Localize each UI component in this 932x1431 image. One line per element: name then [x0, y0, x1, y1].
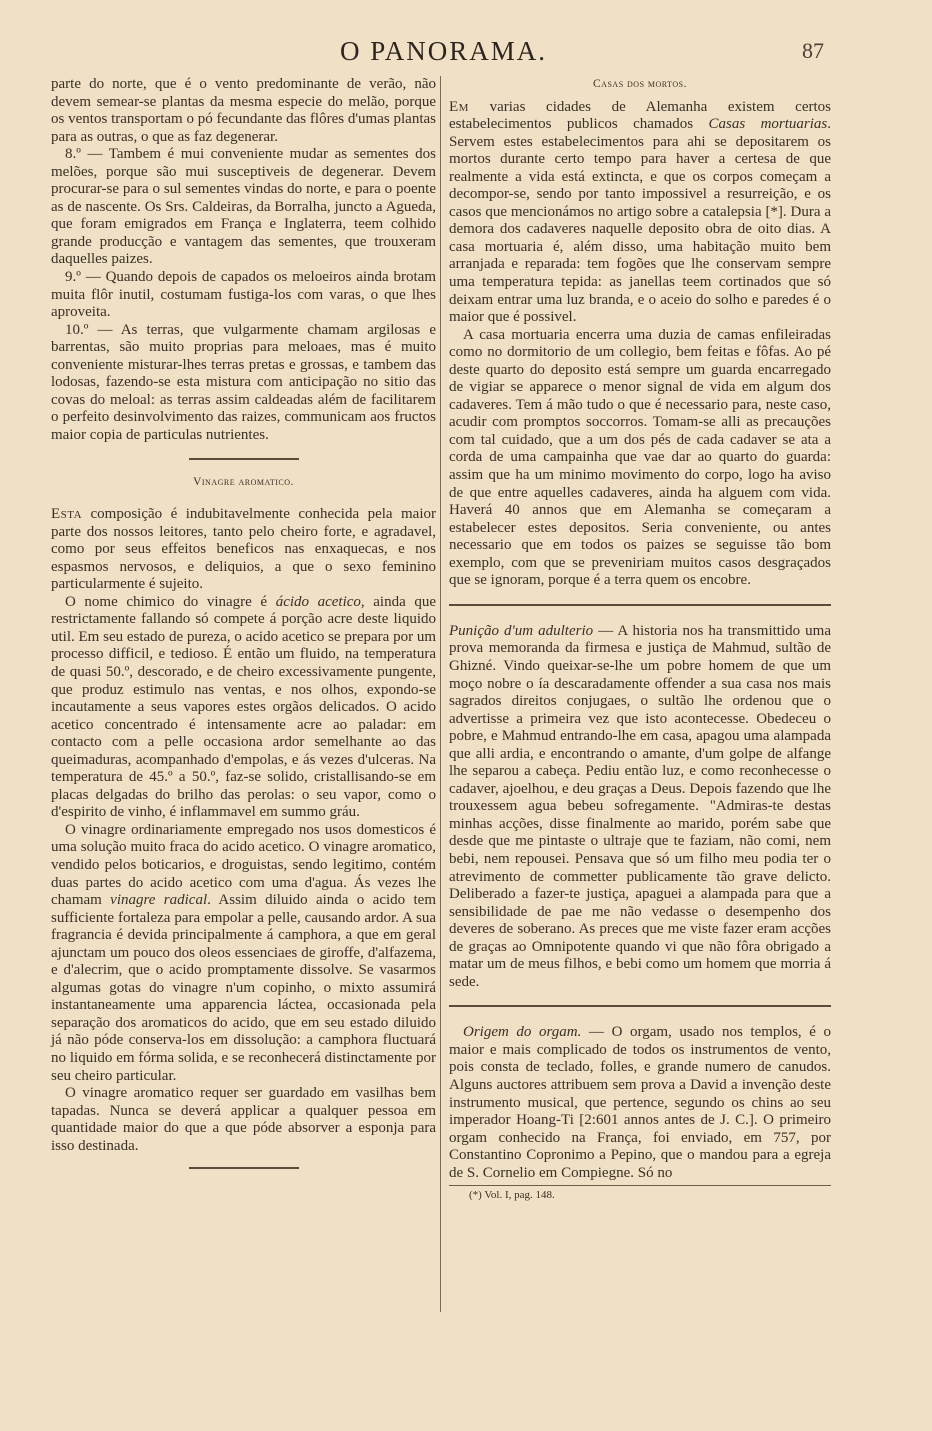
melon-paragraph-9: 9.º — Quando depois de capados os meloeiros ainda brotam muita flôr inutil, costumam fustiga-los com varas, o que lhes aproveita. [51, 269, 436, 321]
casas-p1-text-a: varias cidades de Alemanha existem certos estabelecimentos publicos chamados [449, 98, 831, 133]
origem-paragraph [449, 1024, 831, 1182]
punicao-text: — A historia nos ha transmittido uma prova memoranda da firmesa e justiça de Mahmud, sultão de Ghizné. Vindo queixar-se-lhe um pobre homem de que um moço nobre o ía descaradamente offender a sua casa nos mais sagrados direitos conjugaes, o sultão lhe ordenou que o advertisse a primeira vez que isto acontecesse. Obedeceu o pobre, e Mahmud entrando-lhe em casa, apagou uma alampada que alli ardia, e encontrando o amante, d'um golpe de alfange lhe separou a cabeça. Pediu então luz, e como reconhecesse o cadaver, ajoelhou, e deu graças a Deus. Depois fazendo que lhe trouxessem agua bebeu sofregamente. "Admiras-te destas minhas acções, disse finalmente ao marido, porém sabe que desde que me pintaste o ultraje que te faziam, não comi, nem bebi, nem repousei. Pensava que só um filho meu podia ter o atrevimento de commetter publicamente tão grave delicto. Deliberado a fazer-te justiça, apaguei a alampada para que a sensibilidade de pae me não vedasse o desempenho dos deveres de soberano. As preces que me viste fazer eram acções de graças ao Omnipotente quando vi que não fôra obrigado a matar um de meus filhos, e bebi como um homem que morria á sede. [449, 622, 831, 990]
melon-paragraph-10: 10.º — As terras, que vulgarmente chamam argilosas e barrentas, são muito proprias para meloaes, mas é muito conveniente misturar-lhes terras pretas e grossas, e tambem das lodosas, fazendo-se esta mistura com anticipação no sitio das covas do meloal: as terras assim caldeadas além de facilitarem o perfeito desinvolvimento das raizes, communicam aos fructos maior copia de particulas nutrientes. [51, 321, 436, 443]
page-number: 87 [802, 38, 824, 63]
melon-paragraph-continued: parte do norte, que é o vento predominante de verão, não devem semear-se plantas da mesma especie do melão, porque os ventos transportam o pó fecundante das flôres d'umas plantas para as outras, o que as faz degenerar. [51, 76, 436, 145]
vinagre-p2-text-a: O nome chimico do vinagre é [65, 593, 276, 610]
vinagre-paragraph-3 [51, 822, 436, 1085]
footnote: (*) Vol. I, pag. 148. [469, 1189, 555, 1202]
footnote-rule [449, 1185, 831, 1186]
vinagre-heading: Vinagre aromatico. [193, 476, 294, 489]
vinagre-p3-text-b: . Assim diluido ainda o acido tem sufficiente fortaleza para empolar a pelle, causando ardor. A sua fragrancia é devida principalmente á camphora, a que em geral ajunctam um pouco dos oleos essenciaes de giroffe, d'alfazema, e d'alecrim, que o acido promptamente dissolve. Se vasarmos algumas gotas do vinagre n'um copinho, o mixto assumirá instantaneamente uma apparencia láctea, occasionada pela separação dos aromaticos do acido, que em seu estado diluido já não póde conserva-los em dissolução: a camphora fluctuará no liquido em fórma solida, e se reconhecerá distinctamente por seu cheiro particular. [51, 892, 436, 1084]
origem-text: — O orgam, usado nos templos, é o maior e mais complicado de todos os instrumentos de vento, pois consta de teclado, folles, e grande numero de canudos. Alguns auctores attribuem sem prova a David a invenção deste instrumento musical, que pertence, segundo os chins ao seu imperador Hoang-Ti [2:601 annos antes de J. C.]. O primeiro orgam conhecido na França, foi enviado, em 757, por Constantino Copronimo a Pepino, que o mandou para a egreja de S. Cornelio em Compiegne. Só no [449, 1024, 831, 1181]
casas-paragraph-2: A casa mortuaria encerra uma duzia de camas enfileiradas como no dormitorio de um collegio, bem feitas e fôfas. Ao pé deste quarto do deposito está sempre um guarda encarregado de vigiar se apparece o menor signal de vida em algum dos cadaveres. Tem á mão tudo o que é necessario para, neste caso, acudir com promptos soccorros. Tomam-se alli as precauções com tal cuidado, que a um dos pés de cada cadaver se ata a corda de uma campainha que vae dar ao quarto do guarda: assim que ha um minimo movimento do corpo, logo ha aviso de que entre aquelles cadaveres, ainda ha alguem com vida. Haverá 40 annos que em Alemanha se começaram a estabelecer estes depositos. Seria conveniente, ou antes necessario que em todos os paizes se seguisse tão bom exemplo, com que se preveniriam muitos casos desgraçados que se ignoram, porque é a terra quem os encobre. [449, 326, 831, 589]
vinagre-p3-text-a: O vinagre ordinariamente empregado nos usos domesticos é uma solução muito fraca do acido acetico. O vinagre aromatico, vendido pelos boticarios, e droguistas, sendo legitimo, contém duas partes do acido acetico com uma d'agua. Ás vezes lhe chamam [51, 821, 436, 909]
section-rule [189, 458, 299, 460]
vinagre-p2-italic: ácido acetico [275, 593, 361, 610]
vinagre-paragraph-4: O vinagre aromatico requer ser guardado em vasilhas bem tapadas. Nunca se deverá applicar a qualquer pessoa em quantidade maior do que a que póde absorver a esponja para isso destinada. [51, 1085, 436, 1154]
melon-paragraph-8: 8.º — Tambem é mui conveniente mudar as sementes dos melões, porque são mui susceptiveis de degenerar. Devem procurar-se para o sul sementes vindas do norte, e para o poente as de nascente. Os Srs. Caldeiras, da Borralha, juncto a Agueda, que foram emigrados em França e Inglaterra, teem colhido grande producção e vantagem das sementes, que trouxeram daquelles paizes. [51, 146, 436, 268]
vinagre-paragraph-1-text: composição é indubitavelmente conhecida pela maior parte dos nossos leitores, tanto pelo cheiro forte, e agradavel, como por seus effeitos beneficos nas enxaquecas, e nos espasmos nervosos, e deliquios, a que o sexo feminino particularmente é sujeito. [51, 506, 436, 593]
vinagre-p2-text-b: , ainda que restrictamente fallando só compete á porção acre deste liquido util. Em seu estado de pureza, o acido acetico se prepara por um processo difficil, e tedioso. É então um fluido, na temperatura de quasi 50.º, descorado, e de cheiro excessivamente pungente, que produz estimulo nas ventas, e nos olhos, expondo-se incautamente a seus vapores estes orgãos delicados. O acido acetico concentrado é intensamente acre ao paladar: em contacto com a pelle occasiona ardor semelhante ao das queimaduras, acompanhado d'empolas, e ás vezes d'ulceras. Na temperatura de 45.º a 50.º, faz-se solido, cristallisando-se em placas delgadas do brilho das perolas: o seu vapor, como o d'espirito de vinho, é inflammavel em summo gráu. [51, 593, 436, 821]
section-rule-full-2 [449, 1005, 831, 1007]
vinagre-lead-word: Esta [51, 506, 83, 523]
punicao-title: Punição d'um adulterio [449, 622, 594, 639]
origem-title: Origem do orgam. [463, 1024, 582, 1041]
vinagre-paragraph-2 [51, 594, 436, 822]
left-column [51, 76, 436, 1169]
punicao-paragraph [449, 623, 831, 991]
publication-title: O PANORAMA. [340, 36, 548, 66]
casas-p1-italic: Casas mortuarias [708, 116, 828, 133]
vinagre-p3-italic: vinagre radical [110, 892, 208, 909]
vinagre-paragraph-1 [51, 506, 436, 594]
casas-lead-word: Em [449, 98, 469, 115]
column-divider [440, 76, 441, 1312]
right-column [449, 76, 831, 1202]
casas-heading: Casas dos mortos. [593, 78, 687, 90]
section-end-rule [189, 1167, 299, 1169]
casas-paragraph-1 [449, 99, 831, 327]
page-header [0, 36, 932, 66]
section-rule-full [449, 604, 831, 606]
casas-p1-text-b: . Servem estes estabelecimentos para ahi se depositarem os mortos durante certo tempo para haver a certesa de que realmente a vida está extincta, e que os corpos começam a decompor-se, sendo por tanto impossivel a resurreição, e os casos que mencionámos no artigo sobre a catalepsia [*]. Dura a demora dos cadaveres naquelle deposito obra de oito dias. A casa mortuaria é, além disso, uma habitação muito bem arranjada e reparada: tem fogões que lhe conservam sempre uma temperatura tepida: as janellas teem cortinados que só deixam entrar uma luz branda, e o aceio do solho e paredes é o maior que é possivel. [449, 116, 831, 326]
